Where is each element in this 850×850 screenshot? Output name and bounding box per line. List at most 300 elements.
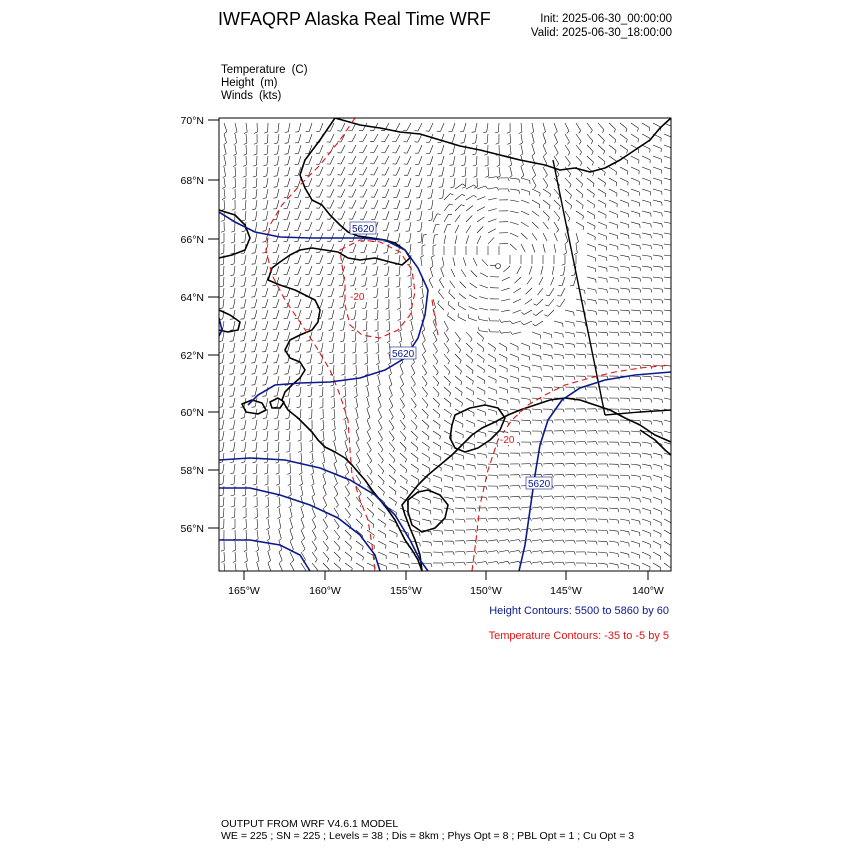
wind-barb-shaft xyxy=(631,541,640,544)
wind-barb-shaft xyxy=(466,387,474,392)
wind-barb-shaft xyxy=(224,134,227,143)
wind-barb-flag xyxy=(318,374,321,375)
wind-barb-shaft xyxy=(532,387,541,388)
wind-barb-shaft xyxy=(444,225,447,233)
wind-barb-shaft xyxy=(620,332,629,333)
wind-barb-flag xyxy=(618,365,619,368)
wind-barb-flag xyxy=(521,176,524,178)
wind-barb-shaft xyxy=(312,453,313,462)
wind-barb-shaft xyxy=(352,211,356,219)
wind-barb-shaft xyxy=(309,277,312,285)
wind-barb-flag xyxy=(462,403,463,406)
wind-barb-flag xyxy=(660,556,661,559)
wind-barb-shaft xyxy=(554,222,559,230)
wind-barb-shaft xyxy=(471,271,477,278)
wind-barb-shaft xyxy=(367,453,372,461)
wind-barb-shaft xyxy=(488,167,489,176)
wind-barb-shaft xyxy=(587,123,592,130)
wind-barb-shaft xyxy=(620,123,627,129)
wind-barb-shaft xyxy=(378,552,386,556)
wind-barb-shaft xyxy=(323,563,329,570)
wind-barb-shaft xyxy=(309,255,312,263)
wind-barb-shaft xyxy=(367,431,371,439)
wind-barb-shaft xyxy=(488,442,497,443)
wind-barb-shaft xyxy=(444,420,452,425)
lon-label: 140°W xyxy=(632,585,664,597)
wind-barb-shaft xyxy=(631,310,640,311)
wind-barb-flag xyxy=(552,442,553,445)
wind-barb-shaft xyxy=(309,123,312,132)
wind-barb-flag xyxy=(221,253,224,254)
wind-barb-shaft xyxy=(411,365,415,373)
wind-barb-flag xyxy=(264,154,267,155)
wind-barb-flag xyxy=(464,477,465,480)
wind-barb-flag xyxy=(602,130,604,133)
wind-barb-shaft xyxy=(422,409,428,415)
wind-barb-shaft xyxy=(653,123,661,127)
wind-barb-flag xyxy=(607,365,608,368)
wind-barb-flag xyxy=(432,255,435,257)
lon-labels xyxy=(228,585,664,597)
wind-barb-flag xyxy=(459,339,461,342)
wind-barb-flag xyxy=(233,561,236,563)
wind-barb-shaft xyxy=(385,145,389,153)
wind-barb-flag xyxy=(450,393,451,396)
wind-barb-shaft xyxy=(477,464,486,465)
wind-barb-shaft xyxy=(345,552,352,558)
wind-barb-shaft xyxy=(356,409,358,418)
wind-barb-flag xyxy=(662,289,663,292)
wind-barb-shaft xyxy=(418,145,422,153)
wind-barb-flag xyxy=(297,407,300,408)
wind-barb-flag xyxy=(263,187,266,188)
wind-barb-shaft xyxy=(244,376,246,385)
wind-barb-flag xyxy=(364,341,367,342)
wind-barb-flag xyxy=(592,152,594,155)
wind-barb-shaft xyxy=(477,217,484,222)
wind-barb-shaft xyxy=(453,145,455,154)
wind-barb-flag xyxy=(519,432,520,435)
wind-barb-flag xyxy=(221,561,224,562)
wind-barb-flag xyxy=(450,194,453,195)
wind-barb-flag xyxy=(497,497,498,500)
wind-barb-shaft xyxy=(466,486,475,487)
wind-barb-shaft xyxy=(664,321,673,322)
wind-barb-shaft xyxy=(244,365,246,374)
wind-barb-shaft xyxy=(356,519,363,525)
wind-barb-shaft xyxy=(389,398,393,406)
wind-barb-shaft xyxy=(609,288,618,289)
wind-barb-shaft xyxy=(631,365,640,366)
wind-barb-shaft xyxy=(565,321,574,323)
wind-barb-shaft xyxy=(532,332,541,335)
wind-barb-shaft xyxy=(301,519,304,527)
wind-barb-shaft xyxy=(430,145,433,153)
wind-barb-shaft xyxy=(576,508,585,509)
wind-barb-flag xyxy=(362,308,366,309)
height-label-1: 5620 xyxy=(352,224,375,235)
wind-barb-shaft xyxy=(255,288,257,297)
wind-barb-shaft xyxy=(320,233,324,241)
wind-barb-shaft xyxy=(433,365,438,372)
wind-barb-shaft xyxy=(277,178,279,187)
wind-barb-shaft xyxy=(576,474,585,475)
wind-barb-flag xyxy=(556,153,558,156)
wind-barb-flag xyxy=(607,508,608,511)
wind-barb-shaft xyxy=(598,552,607,553)
wind-barb-shaft xyxy=(532,222,539,228)
wind-barb-shaft xyxy=(255,233,257,242)
wind-barb-shaft xyxy=(422,508,431,511)
wind-barb-shaft xyxy=(460,282,466,289)
wind-barb-shaft xyxy=(565,496,574,497)
wind-barb-shaft xyxy=(565,211,570,219)
wind-barb-flag xyxy=(223,165,226,167)
wind-barb-flag xyxy=(555,131,558,133)
wind-barb-flag xyxy=(220,275,223,276)
wind-barb-flag xyxy=(618,565,619,569)
wind-barb-flag xyxy=(607,520,608,523)
wind-barb-shaft xyxy=(543,134,546,143)
wind-barb-shaft xyxy=(256,211,258,220)
wind-barb-shaft xyxy=(466,185,474,189)
wind-barb-shaft xyxy=(343,321,345,330)
wind-barb-shaft xyxy=(543,189,551,194)
wind-barb-flag xyxy=(563,409,564,412)
wind-barb-flag xyxy=(274,154,277,155)
wind-barb-flag xyxy=(596,431,597,434)
wind-barb-shaft xyxy=(543,507,552,508)
wind-barb-shaft xyxy=(244,255,246,264)
wind-barb-flag xyxy=(497,187,499,190)
wind-barb-flag xyxy=(314,538,316,541)
wind-barb-shaft xyxy=(433,387,439,394)
wind-barb-flag xyxy=(307,385,311,386)
wind-barb-shaft xyxy=(255,321,257,330)
wind-barb-shaft xyxy=(223,332,225,341)
wind-barb-flag xyxy=(230,418,234,419)
wind-barb-shaft xyxy=(441,145,444,154)
wind-barb-shaft xyxy=(609,299,618,300)
wind-barb-shaft xyxy=(453,257,455,266)
wind-barb-shaft xyxy=(532,409,541,410)
wind-barb-flag xyxy=(320,407,323,408)
wind-barb-shaft xyxy=(389,409,393,417)
wind-barb-shaft xyxy=(587,266,596,269)
wind-barb-shaft xyxy=(309,288,312,297)
wind-barb-shaft xyxy=(587,563,596,564)
wind-barb-shaft xyxy=(631,178,639,182)
wind-barb-shaft xyxy=(257,519,258,528)
wind-barb-shaft xyxy=(277,343,280,352)
wind-barb-shaft xyxy=(653,200,662,202)
wind-barb-flag xyxy=(408,275,411,276)
wind-barb-flag xyxy=(640,289,641,292)
wind-barb-shaft xyxy=(411,464,418,469)
wind-barb-flag xyxy=(579,141,581,144)
wind-barb-flag xyxy=(519,540,521,543)
wind-barb-shaft xyxy=(510,561,519,563)
wind-barb-shaft xyxy=(565,200,572,206)
wind-barb-shaft xyxy=(466,420,474,424)
wind-barb-flag xyxy=(475,498,476,501)
wind-barb-shaft xyxy=(246,552,247,561)
wind-barb-flag xyxy=(255,528,258,530)
wind-barb-shaft xyxy=(265,321,268,330)
wind-barb-shaft xyxy=(256,189,257,198)
wind-barb-flag xyxy=(552,431,553,434)
wind-barb-flag xyxy=(307,374,311,375)
wind-barb-shaft xyxy=(631,299,640,300)
wind-barb-flag xyxy=(392,438,394,441)
wind-barb-shaft xyxy=(355,310,357,319)
wind-barb-shaft xyxy=(513,299,521,303)
wind-barb-flag xyxy=(221,231,224,232)
wind-barb-flag xyxy=(220,264,223,265)
wind-barb-flag xyxy=(563,355,564,358)
wind-barb-shaft xyxy=(631,266,640,267)
wind-barb-flag xyxy=(563,442,564,445)
wind-barb-flag xyxy=(618,322,619,325)
wind-barb-flag xyxy=(233,154,236,156)
wind-barb-flag xyxy=(519,475,520,478)
wind-barb-shaft xyxy=(409,200,412,209)
wind-barb-flag xyxy=(486,444,487,448)
wind-barb-shaft xyxy=(222,343,224,352)
wind-barb-shaft xyxy=(268,497,269,506)
wind-barb-flag xyxy=(297,429,300,430)
wind-barb-flag xyxy=(495,359,496,362)
wind-barb-flag xyxy=(541,388,542,392)
wind-barb-shaft xyxy=(444,442,452,446)
wind-barb-flag xyxy=(596,464,597,467)
wind-barb-flag xyxy=(574,253,577,255)
wind-barb-flag xyxy=(508,178,509,181)
wind-barb-shaft xyxy=(444,235,446,244)
wind-barb-shaft xyxy=(470,283,477,288)
wind-barb-flag xyxy=(461,165,464,166)
wind-barb-flag xyxy=(541,367,542,371)
valid-time: Valid: 2025-06-30_18:00:00 xyxy=(530,27,672,39)
wind-barb-shaft xyxy=(400,442,406,449)
wind-barb-flag xyxy=(442,542,443,545)
wind-barb-shaft xyxy=(521,233,528,239)
wind-barb-flag xyxy=(318,352,322,353)
wind-barb-flag xyxy=(574,334,575,337)
wind-barb-shaft xyxy=(290,431,291,440)
wind-barb-flag xyxy=(347,483,349,486)
wind-barb-shaft xyxy=(341,178,345,186)
wind-barb-flag xyxy=(484,370,485,373)
wind-barb-flag xyxy=(446,329,448,332)
wind-barb-flag xyxy=(585,344,586,347)
wind-barb-flag xyxy=(570,185,572,188)
wind-barb-shaft xyxy=(488,237,494,244)
wind-barb-shaft xyxy=(433,224,436,233)
wind-barb-flag xyxy=(381,141,384,142)
wind-barb-flag xyxy=(544,153,547,155)
wind-barb-flag xyxy=(629,398,630,401)
wind-barb-shaft xyxy=(543,398,552,399)
wind-barb-shaft xyxy=(233,398,235,407)
wind-barb-flag xyxy=(596,387,597,390)
wind-barb-shaft xyxy=(389,442,395,449)
wind-barb-flag xyxy=(265,484,268,485)
wind-barb-flag xyxy=(571,206,572,209)
wind-barb-flag xyxy=(530,518,532,521)
wind-barb-flag xyxy=(475,508,476,511)
wind-barb-shaft xyxy=(479,308,488,310)
wind-barb-flag xyxy=(640,322,641,325)
wind-barb-shaft xyxy=(355,321,356,330)
lat-label: 62°N xyxy=(180,350,204,362)
wind-barb-flag xyxy=(662,333,663,336)
wind-barb-shaft xyxy=(554,518,563,519)
wind-barb-shaft xyxy=(431,189,433,198)
wind-barb-flag xyxy=(673,355,674,358)
wind-barb-shaft xyxy=(378,442,383,450)
wind-barb-shaft xyxy=(576,178,583,184)
wind-barb-flag xyxy=(417,448,418,451)
wind-barb-shaft xyxy=(330,178,334,186)
wind-barb-flag xyxy=(449,382,451,385)
wind-barb-shaft xyxy=(309,266,312,274)
wind-barb-shaft xyxy=(375,200,379,208)
wind-barb-flag xyxy=(427,426,428,429)
wind-barb-shaft xyxy=(631,552,640,555)
wind-barb-flag xyxy=(325,527,327,530)
wind-barb-flag xyxy=(460,143,464,144)
wind-barb-flag xyxy=(383,492,384,495)
wind-barb-shaft xyxy=(234,255,235,264)
wind-barb-shaft xyxy=(388,277,389,286)
wind-barb-flag xyxy=(384,513,385,516)
wind-barb-shaft xyxy=(400,563,409,565)
wind-barb-shaft xyxy=(290,508,292,517)
wind-barb-shaft xyxy=(664,277,673,278)
wind-barb-flag xyxy=(351,308,354,309)
wind-barb-flag xyxy=(640,333,641,336)
wind-barb-shaft xyxy=(332,321,334,330)
wind-barb-flag xyxy=(222,572,225,574)
wind-barb-flag xyxy=(460,361,462,364)
wind-barb-flag xyxy=(626,129,627,132)
wind-barb-flag xyxy=(350,537,352,540)
wind-barb-flag xyxy=(278,528,281,530)
wind-barb-shaft xyxy=(503,266,510,272)
wind-barb-flag xyxy=(486,540,488,543)
wind-barb-shaft xyxy=(233,365,235,374)
wind-barb-shaft xyxy=(411,288,412,297)
wind-barb-shaft xyxy=(466,332,472,339)
wind-barb-flag xyxy=(263,220,267,221)
wind-barb-shaft xyxy=(620,178,628,182)
wind-barb-shaft xyxy=(642,134,650,138)
wind-barb-shaft xyxy=(408,178,411,186)
wind-barb-flag xyxy=(254,517,257,518)
wind-barb-flag xyxy=(219,341,222,342)
wind-barb-flag xyxy=(450,204,453,205)
wind-barb-shaft xyxy=(288,134,290,143)
wind-barb-flag xyxy=(570,195,571,198)
wind-barb-shaft xyxy=(385,167,389,175)
wind-barb-flag xyxy=(252,440,256,441)
wind-barb-flag xyxy=(508,550,510,553)
wind-barb-flag xyxy=(415,416,417,419)
wind-barb-flag xyxy=(277,506,280,508)
wind-barb-shaft xyxy=(438,292,444,299)
wind-barb-shaft xyxy=(411,442,418,448)
wind-barb-shaft xyxy=(300,409,301,418)
wind-barb-shaft xyxy=(255,244,257,253)
wind-barb-flag xyxy=(483,132,486,133)
wind-barb-shaft xyxy=(352,145,356,153)
wind-barb-flag xyxy=(417,220,420,221)
wind-barb-shaft xyxy=(345,431,347,440)
wind-barb-flag xyxy=(474,195,477,197)
wind-barb-shaft xyxy=(267,156,268,165)
wind-barb-flag xyxy=(232,198,235,199)
wind-barb-shaft xyxy=(222,398,224,407)
wind-barb-shaft xyxy=(512,321,521,324)
wind-barb-flag xyxy=(262,231,266,232)
wind-barb-flag xyxy=(365,363,368,364)
wind-barb-flag xyxy=(546,295,549,296)
wind-barb-shaft xyxy=(521,420,530,421)
wind-barb-flag xyxy=(302,527,305,529)
wind-barb-flag xyxy=(372,514,373,517)
wind-barb-shaft xyxy=(344,343,345,352)
wind-barb-flag xyxy=(265,506,268,507)
wind-barb-shaft xyxy=(466,365,473,371)
wind-barb-flag xyxy=(390,395,393,397)
wind-barb-flag xyxy=(486,562,488,565)
wind-barb-flag xyxy=(607,486,608,489)
wind-barb-shaft xyxy=(653,244,662,246)
wind-barb-shaft xyxy=(223,321,224,330)
wind-barb-shaft xyxy=(420,200,422,209)
wind-barb-shaft xyxy=(422,541,431,542)
wind-barb-shaft xyxy=(444,204,450,211)
wind-barb-shaft xyxy=(609,255,618,257)
wind-barb-shaft xyxy=(587,288,596,290)
wind-barb-shaft xyxy=(378,563,386,566)
wind-barb-shaft xyxy=(422,288,423,297)
wind-barb-flag xyxy=(382,471,384,474)
wind-barb-flag xyxy=(402,406,404,409)
wind-barb-shaft xyxy=(310,321,313,330)
wind-barb-shaft xyxy=(298,189,301,198)
wind-barb-shaft xyxy=(631,321,640,322)
wind-barb-flag xyxy=(409,565,410,568)
wind-barb-shaft xyxy=(311,398,312,407)
wind-barb-flag xyxy=(314,527,316,530)
wind-barb-flag xyxy=(519,485,520,488)
wind-barb-flag xyxy=(241,462,244,463)
wind-barb-shaft xyxy=(464,123,467,132)
wind-barb-shaft xyxy=(642,321,651,322)
wind-barb-flag xyxy=(230,429,234,430)
wind-barb-shaft xyxy=(438,304,444,310)
wind-barb-shaft xyxy=(532,123,534,132)
wind-barb-shaft xyxy=(565,123,569,131)
wind-barb-shaft xyxy=(642,167,650,170)
wind-barb-flag xyxy=(563,529,565,532)
wind-barb-flag xyxy=(233,165,236,167)
wind-barb-shaft xyxy=(376,266,378,275)
wind-barb-shaft xyxy=(246,134,247,143)
wind-barb-shaft xyxy=(378,475,384,482)
